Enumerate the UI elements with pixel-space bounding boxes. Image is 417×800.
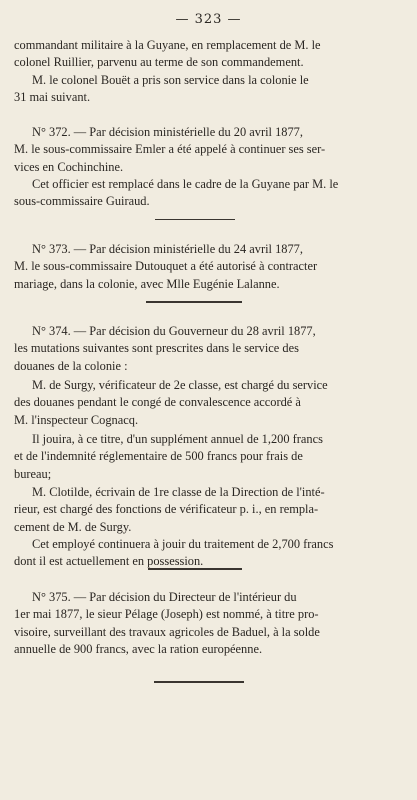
paragraph-375: N° 375. — Par décision du Directeur de l'intérieur du 1er mai 1877, le sieur Pélage (Joseph) est nommé, à titre pro- visoire, surveillant des travaux agricoles de Baduel, à la solde annuelle de 900 francs, avec la ration européenne. (14, 590, 320, 657)
page-number: — 323 — (175, 12, 242, 27)
section-divider (146, 301, 242, 303)
paragraph-374: N° 374. — Par décision du Gouverneur du 28 avril 1877, les mutations suivantes sont prescrites dans le service des douanes de la colonie : (14, 324, 316, 373)
paragraph-373: N° 373. — Par décision ministérielle du 24 avril 1877, M. le sous-commissaire Dutouquet a été autorisé à contracter mariage, dans la colonie, avec Mlle Eugénie Lalanne. (14, 242, 318, 291)
paragraph-bouet: M. le colonel Bouët a pris son service dans la colonie le 31 mai suivant. (14, 73, 309, 105)
paragraph-374-clotilde: M. Clotilde, écrivain de 1re classe de la Direction de l'inté- rieur, est chargé des fonctions de vérificateur p. i., en rempla- cement de M. de Surgy. (14, 485, 325, 534)
paragraph-374-traitement: Cet employé continuera à jouir du traitement de 2,700 francs dont il est actuellement en possession. (14, 537, 334, 569)
section-divider (155, 219, 235, 220)
paragraph-374-surgy: M. de Surgy, vérificateur de 2e classe, est chargé du service des douanes pendant le congé de convalescence accordé à M. l'inspecteur Cognacq. (14, 378, 328, 427)
paragraph-continuation: commandant militaire à la Guyane, en remplacement de M. le colonel Ruillier, parvenu au terme de son commandement. (14, 38, 321, 70)
paragraph-372: N° 372. — Par décision ministérielle du 20 avril 1877, M. le sous-commissaire Emler a été appelé à continuer ses ser- vices en Cochinchine. (14, 125, 326, 174)
paragraph-372-guiraud: Cet officier est remplacé dans le cadre de la Guyane par M. le sous-commissaire Guiraud. (14, 177, 339, 209)
paragraph-374-supplement: Il jouira, à ce titre, d'un supplément annuel de 1,200 francs et de l'indemnité réglementaire de 500 francs pour frais de bureau; (14, 432, 323, 481)
section-divider (154, 681, 244, 683)
section-divider (148, 568, 242, 570)
